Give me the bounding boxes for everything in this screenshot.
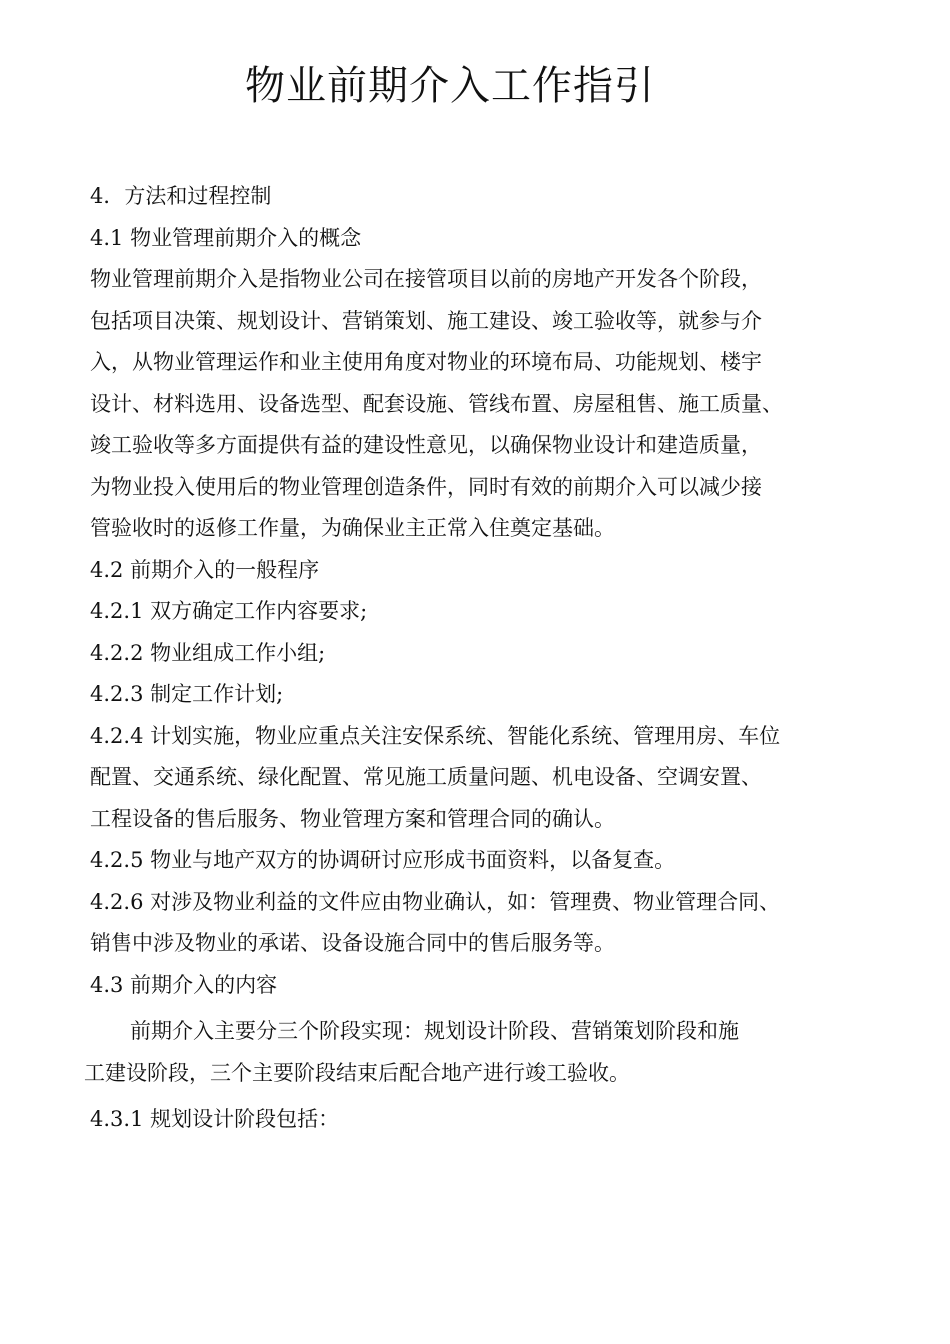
section-heading-4: 4．方法和过程控制 [90, 184, 272, 208]
list-item-4-2-4: 4.2.4 计划实施，物业应重点关注安保系统、智能化系统、管理用房、车位 [90, 723, 781, 748]
list-item-4-2-1: 4.2.1 双方确定工作内容要求; [90, 599, 368, 623]
paragraph-line: 管验收时的返修工作量，为确保业主正常入住奠定基础。 [90, 516, 615, 540]
list-item-4-2-4-cont: 工程设备的售后服务、物业管理方案和管理合同的确认。 [90, 806, 615, 831]
list-item-4-2-4-cont: 配置、交通系统、绿化配置、常见施工质量问题、机电设备、空调安置、 [90, 765, 762, 789]
paragraph-line: 包括项目决策、规划设计、营销策划、施工建设、竣工验收等，就参与介 [90, 308, 762, 333]
paragraph-line: 竣工验收等多方面提供有益的建设性意见，以确保物业设计和建造质量， [90, 433, 762, 457]
section-heading-4-3-1: 4.3.1 规划设计阶段包括： [90, 1107, 340, 1131]
list-item-4-2-2: 4.2.2 物业组成工作小组; [90, 640, 326, 665]
section-heading-4-1: 4.1 物业管理前期介入的概念 [90, 225, 362, 250]
paragraph-line-indented: 前期介入主要分三个阶段实现：规划设计阶段、营销策划阶段和施 [130, 1019, 739, 1043]
document-body [84, 176, 820, 1141]
section-heading-4-2: 4.2 前期介入的一般程序 [90, 557, 320, 582]
list-item-4-2-3: 4.2.3 制定工作计划; [90, 682, 284, 706]
list-item-4-2-6-cont: 销售中涉及物业的承诺、设备设施合同中的售后服务等。 [90, 931, 615, 955]
list-item-4-2-6: 4.2.6 对涉及物业利益的文件应由物业确认，如：管理费、物业管理合同、 [90, 889, 781, 914]
list-item-4-2-5: 4.2.5 物业与地产双方的协调研讨应形成书面资料，以备复查。 [90, 848, 676, 872]
document-title: 物业前期介入工作指引 [245, 63, 655, 109]
paragraph-line: 为物业投入使用后的物业管理创造条件，同时有效的前期介入可以减少接 [90, 474, 762, 499]
paragraph-line: 工建设阶段，三个主要阶段结束后配合地产进行竣工验收。 [84, 1060, 630, 1085]
paragraph-line: 入，从物业管理运作和业主使用角度对物业的环境布局、功能规划、楼宇 [90, 350, 762, 374]
paragraph-line: 物业管理前期介入是指物业公司在接管项目以前的房地产开发各个阶段， [90, 267, 762, 291]
section-heading-4-3: 4.3 前期介入的内容 [90, 972, 278, 997]
paragraph-line: 设计、材料选用、设备选型、配套设施、管线布置、房屋租售、施工质量、 [90, 391, 783, 416]
